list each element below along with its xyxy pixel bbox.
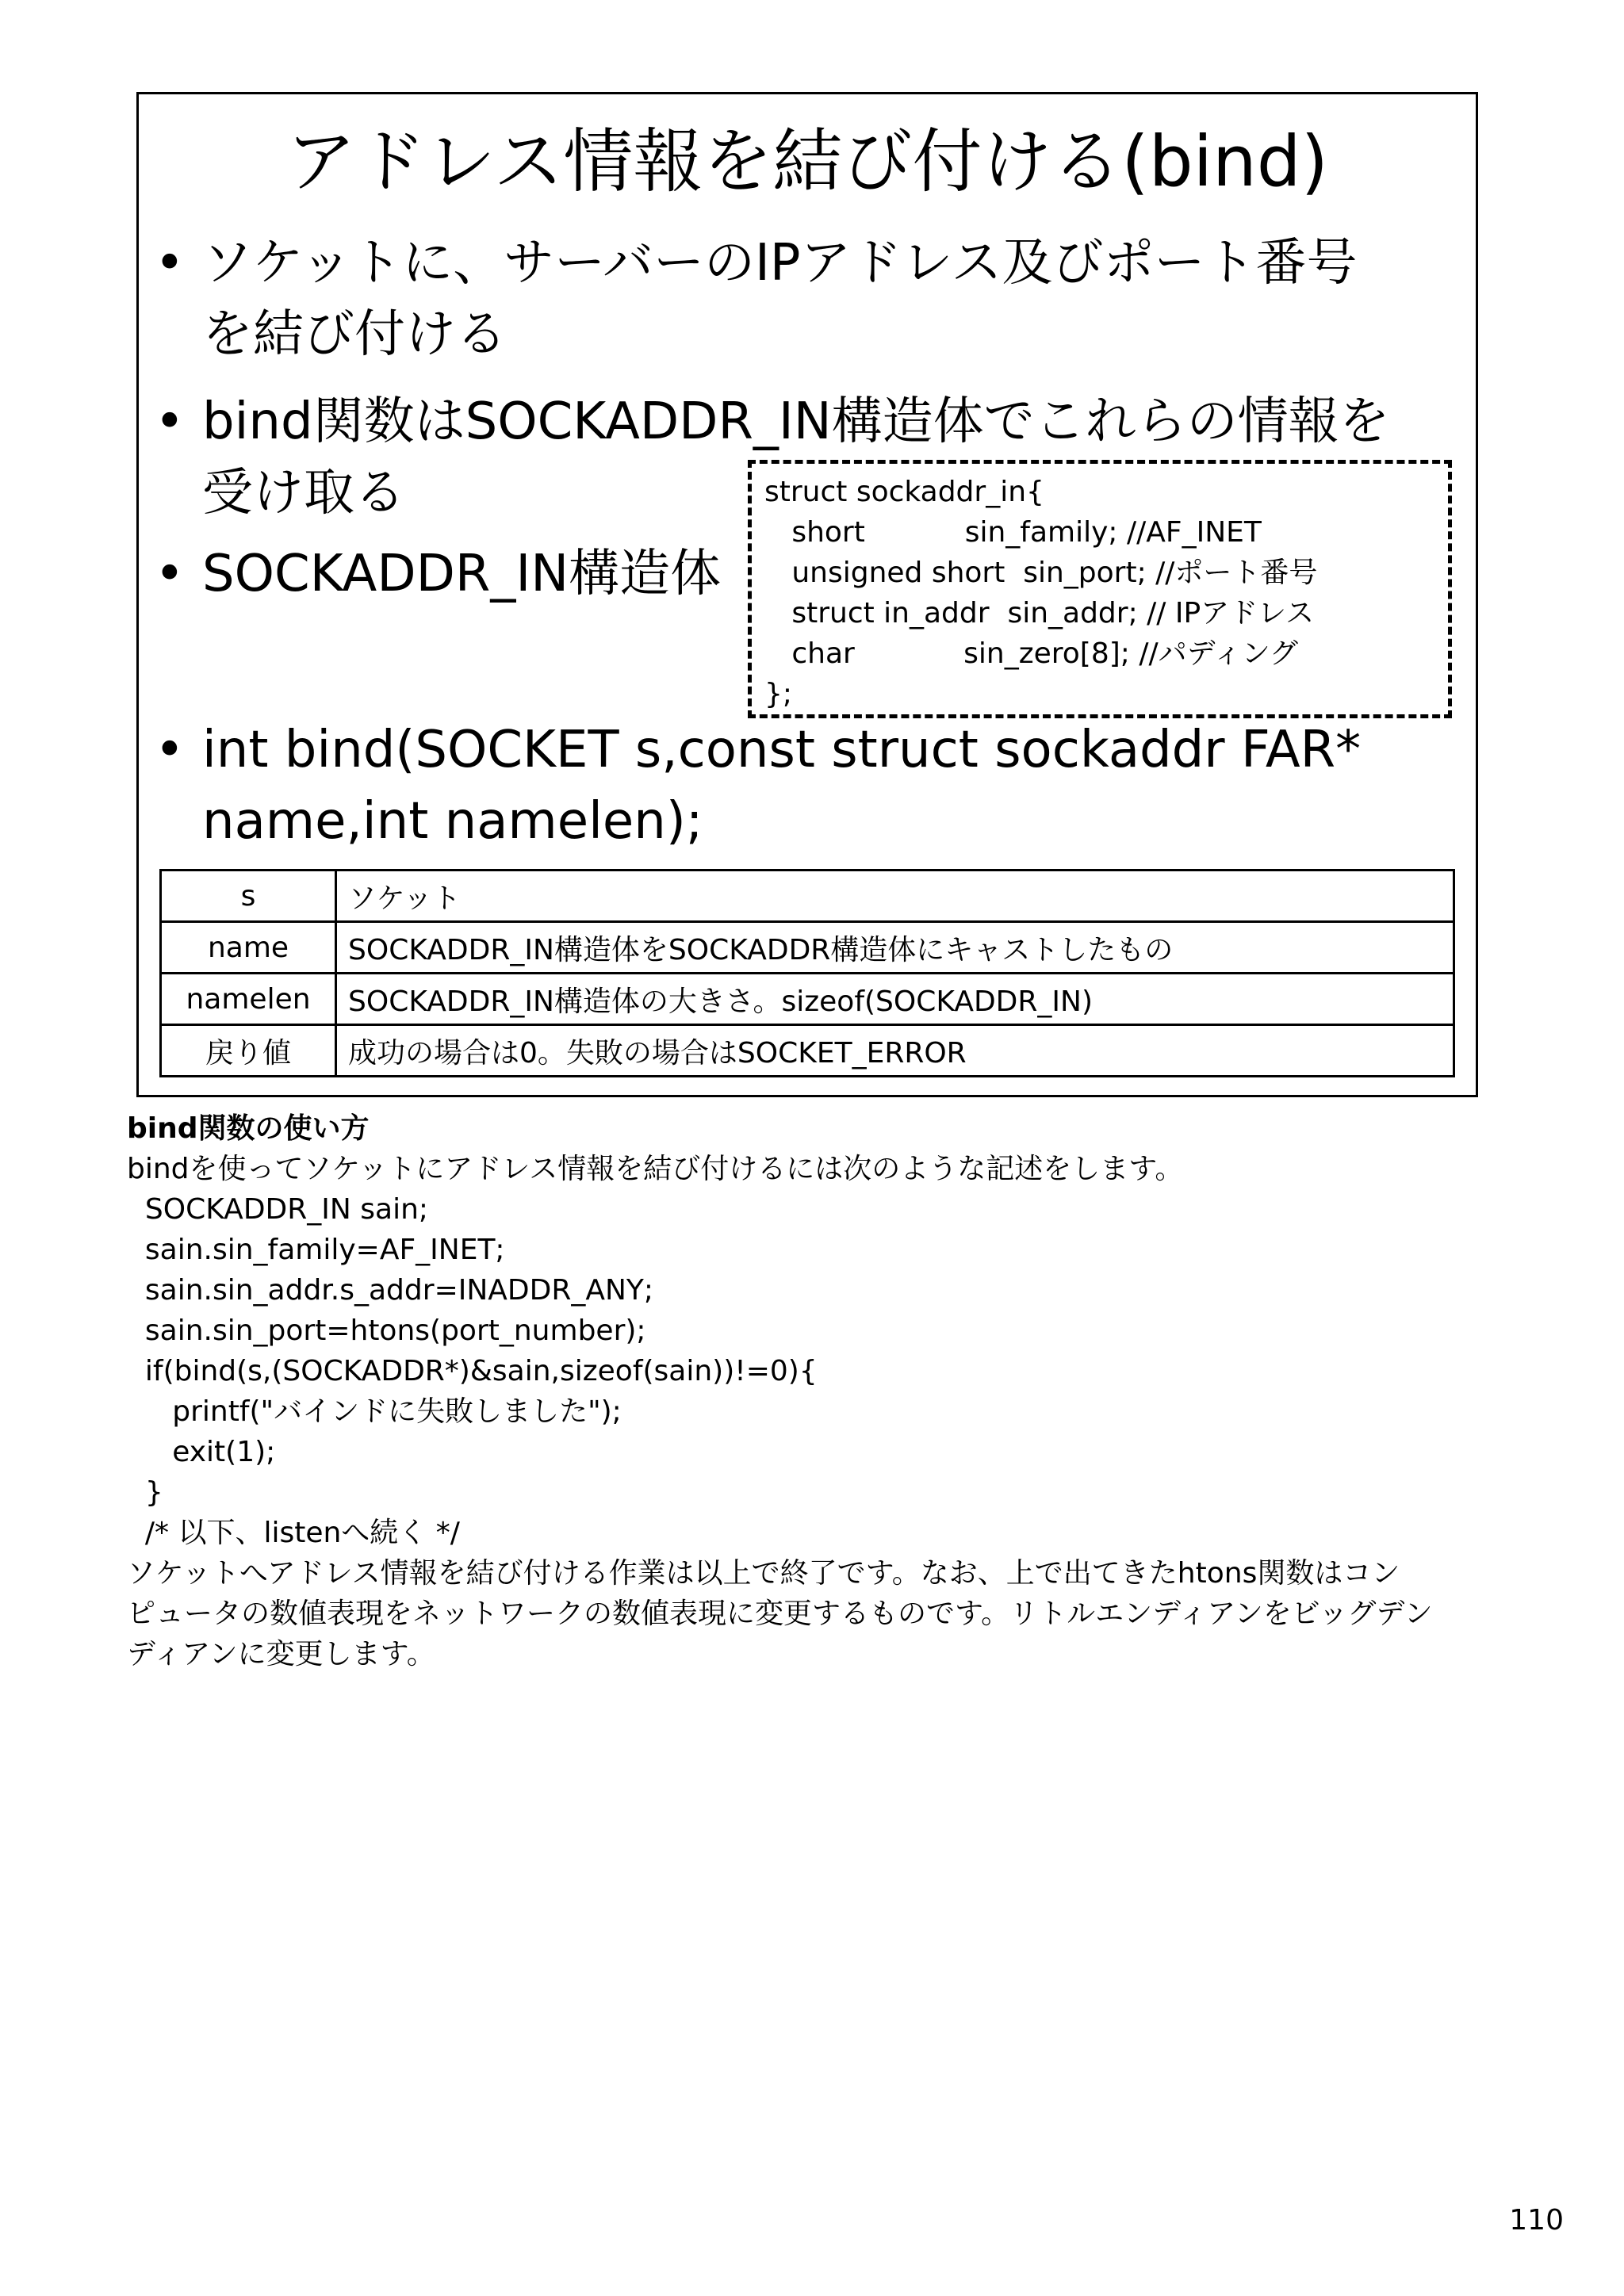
struct-line: unsigned short sin_port; //ポート番号: [764, 557, 1318, 589]
bullet-1-line-2: を結び付ける: [202, 305, 507, 364]
code-line: sain.sin_family=AF_INET;: [127, 1234, 505, 1266]
bullet-marker: •: [155, 721, 185, 779]
bullet-2-line-1: bind関数はSOCKADDR_IN構造体でこれらの情報を: [202, 392, 1390, 451]
struct-line: short sin_family; //AF_INET: [764, 516, 1262, 549]
notes-closing-line: ディアンに変更します。: [127, 1638, 435, 1670]
code-line: SOCKADDR_IN sain;: [127, 1193, 429, 1226]
code-line: /* 以下、listenへ続く */: [127, 1517, 460, 1549]
bullet-4-line-1: int bind(SOCKET s,const struct sockaddr FAR*: [202, 721, 1362, 779]
slide-frame: [136, 92, 1478, 1097]
code-line: exit(1);: [127, 1436, 276, 1468]
bullet-4-line-2: name,int namelen);: [202, 792, 703, 851]
param-name-cell: 戻り値: [161, 1025, 336, 1077]
struct-line: char sin_zero[8]; //パディング: [764, 637, 1298, 670]
table-row: [161, 1025, 1454, 1077]
page-number: 110: [1509, 2204, 1564, 2237]
code-line: if(bind(s,(SOCKADDR*)&sain,sizeof(sain))!=0){: [127, 1355, 818, 1387]
struct-line: struct sockaddr_in{: [764, 476, 1044, 508]
bullet-1-line-1: ソケットに、サーバーのIPアドレス及びポート番号: [202, 234, 1358, 293]
notes-section: [127, 1108, 1491, 1674]
struct-line: struct in_addr sin_addr; // IPアドレス: [764, 597, 1315, 629]
parameter-table: [159, 869, 1455, 1077]
bullet-marker: •: [155, 392, 185, 451]
param-desc-cell: 成功の場合は0。失敗の場合はSOCKET_ERROR: [336, 1025, 1454, 1077]
table-row: [161, 871, 1454, 922]
param-name-cell: name: [161, 922, 336, 974]
bullet-marker: •: [155, 234, 185, 293]
bullet-3-line-1: SOCKADDR_IN構造体: [202, 545, 722, 603]
bullet-marker: •: [155, 545, 185, 603]
notes-closing-line: ピュータの数値表現をネットワークの数値表現に変更するものです。リトルエンディアンをビッグデン: [127, 1598, 1433, 1630]
bullet-2-line-2: 受け取る: [202, 464, 405, 522]
code-line: printf("バインドに失敗しました");: [127, 1395, 622, 1428]
table-row: [161, 974, 1454, 1025]
param-desc-cell: SOCKADDR_IN構造体をSOCKADDR構造体にキャストしたもの: [336, 922, 1454, 974]
struct-definition-box: [748, 460, 1452, 718]
param-name-cell: namelen: [161, 974, 336, 1025]
table-row: [161, 922, 1454, 974]
param-desc-cell: ソケット: [336, 871, 1454, 922]
notes-heading: bind関数の使い方: [127, 1112, 370, 1145]
notes-closing-line: ソケットへアドレス情報を結び付ける作業は以上で終了です。なお、上で出てきたhtons関数はコン: [127, 1557, 1400, 1590]
param-desc-cell: SOCKADDR_IN構造体の大きさ。sizeof(SOCKADDR_IN): [336, 974, 1454, 1025]
code-line: }: [127, 1476, 163, 1509]
notes-intro: bindを使ってソケットにアドレス情報を結び付けるには次のような記述をします。: [127, 1153, 1184, 1185]
code-line: sain.sin_addr.s_addr=INADDR_ANY;: [127, 1274, 654, 1307]
struct-line: };: [764, 678, 793, 710]
slide-title: アドレス情報を結び付ける(bind): [286, 121, 1328, 202]
code-line: sain.sin_port=htons(port_number);: [127, 1314, 646, 1347]
param-name-cell: s: [161, 871, 336, 922]
